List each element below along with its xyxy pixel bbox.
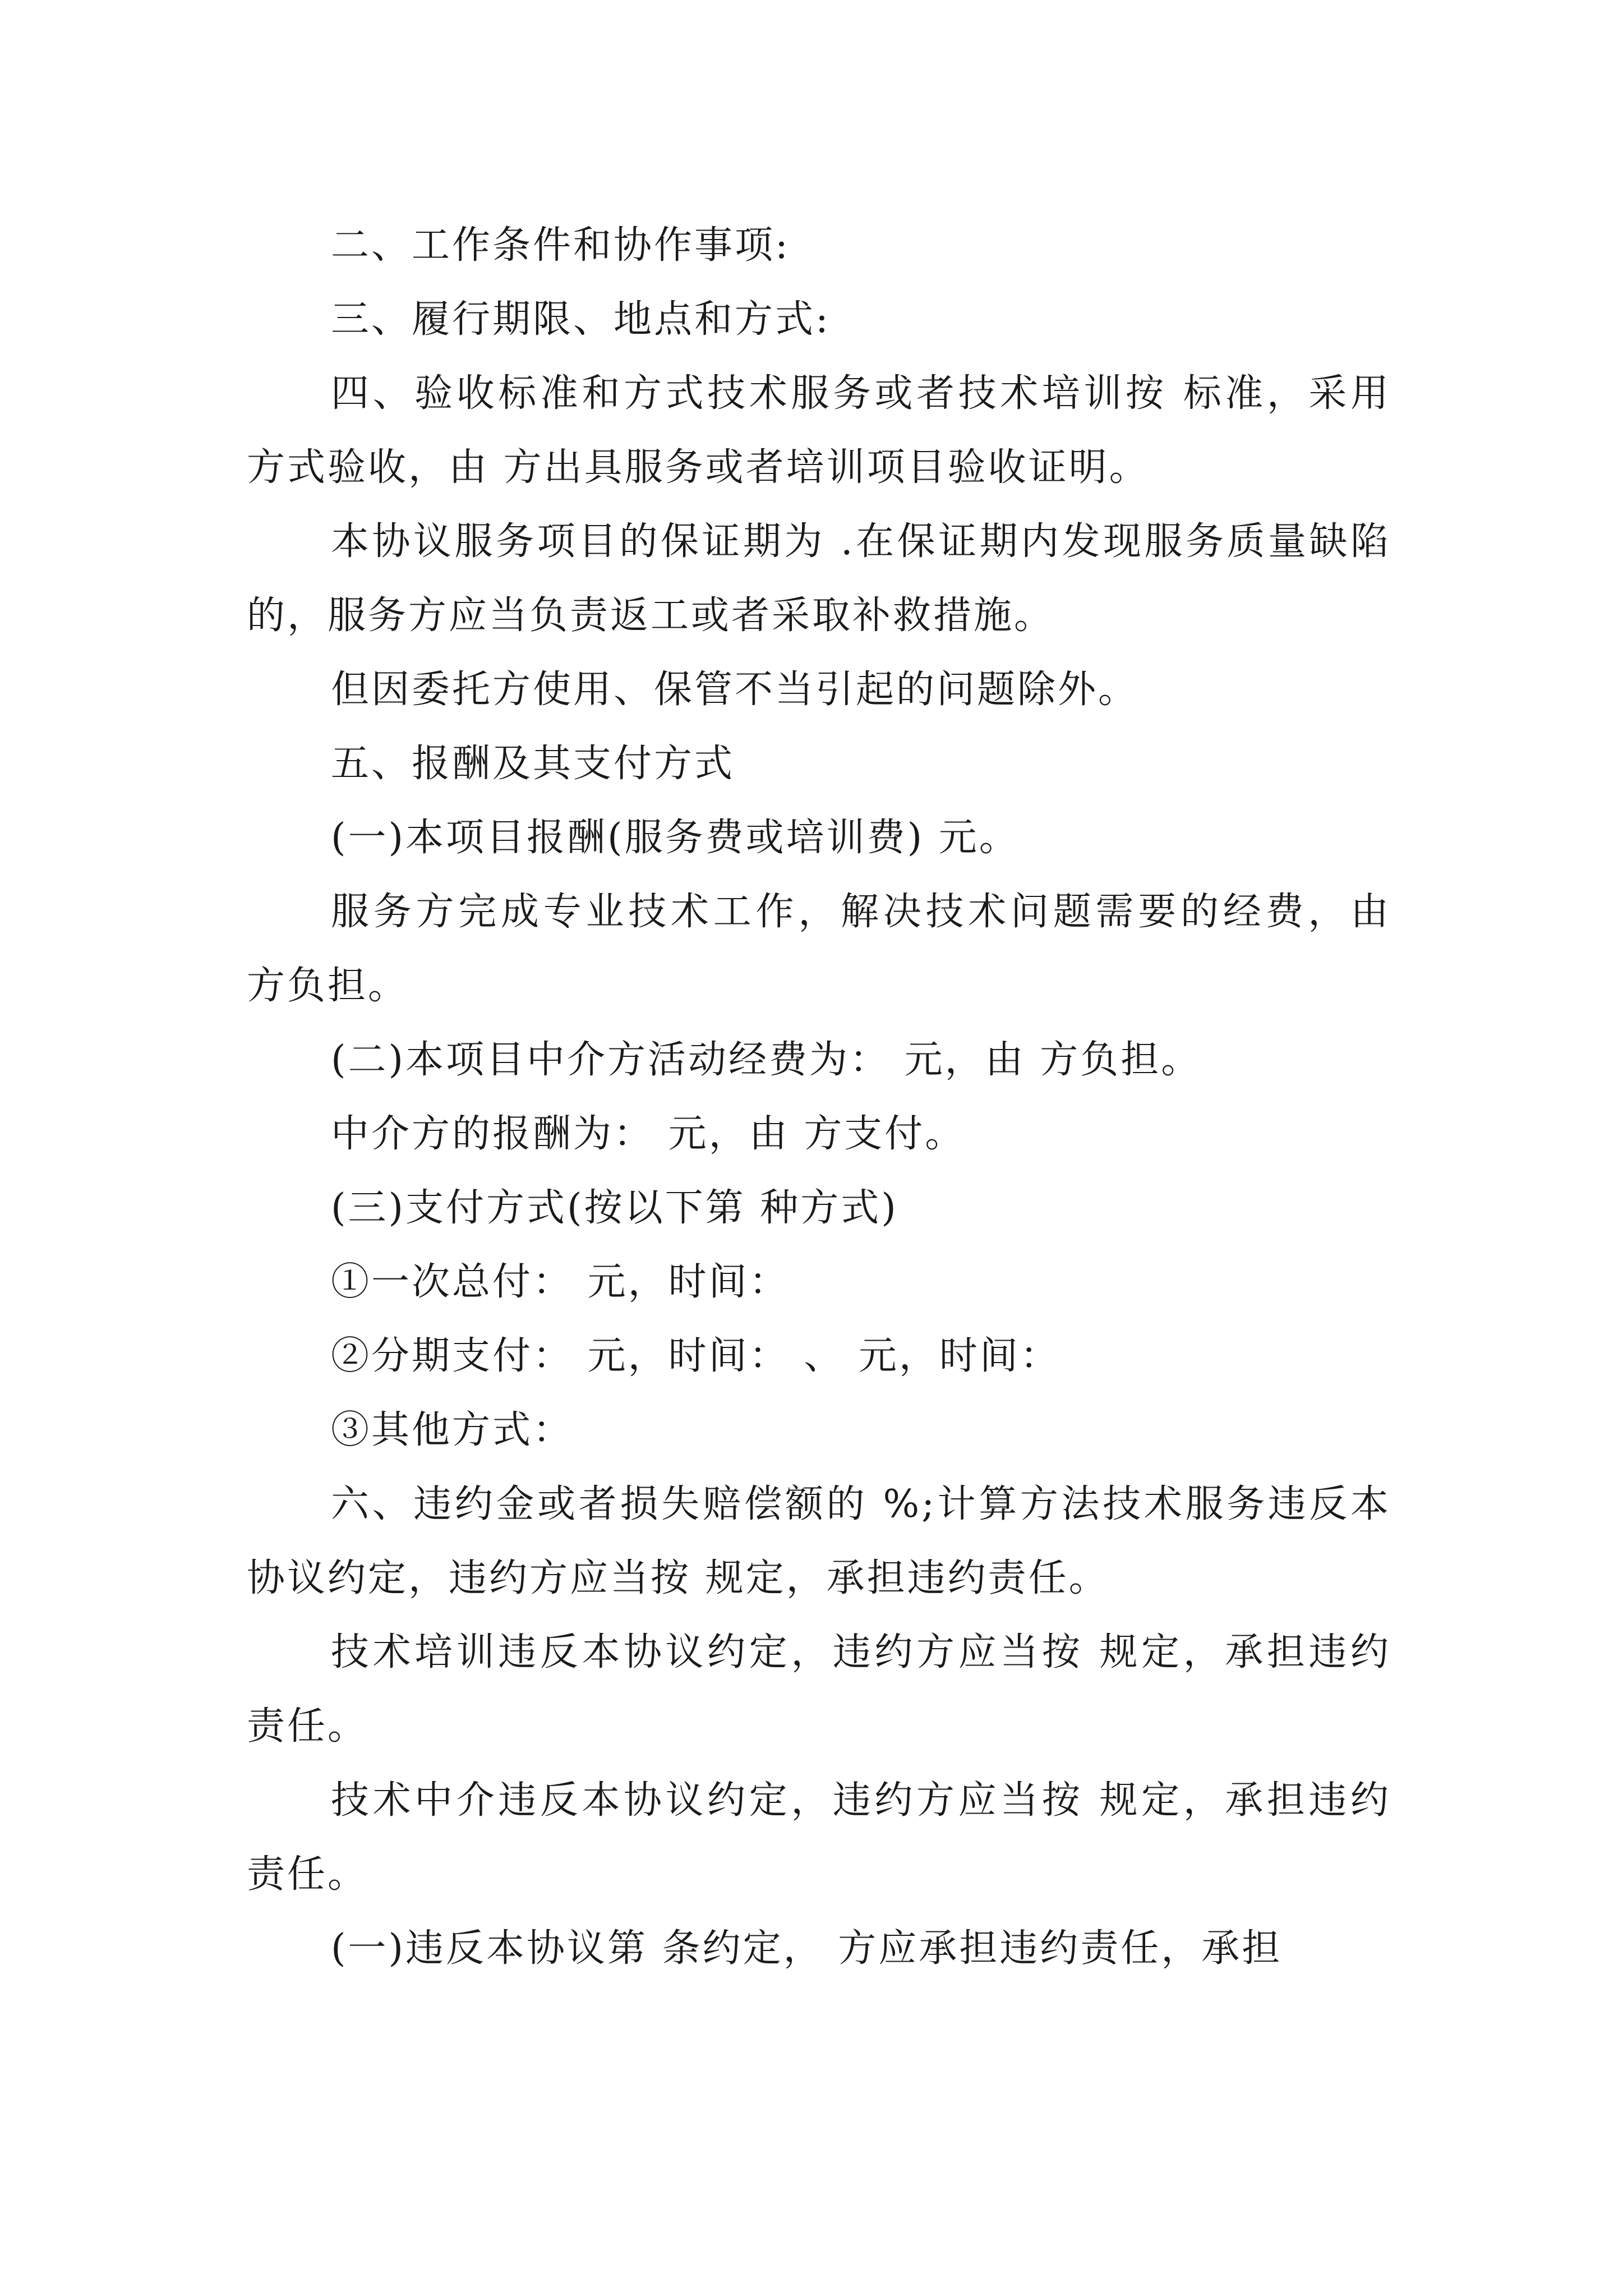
paragraph-warranty: 本协议服务项目的保证期为 .在保证期内发现服务质量缺陷的，服务方应当负责返工或者采取补救措施。 [247, 519, 1391, 638]
list-item-lump-sum: ①一次总付： 元，时间： [331, 1260, 790, 1304]
section-heading-payment: 五、报酬及其支付方式 [331, 742, 735, 786]
paragraph-breach-clause: (一)违反本协议第 条约定， 方应承担违约责任，承担 [331, 1926, 1283, 1971]
paragraph-acceptance: 四、验收标准和方式技术服务或者技术培训按 标准，采用 方式验收，由 方出具服务或者培训项目验收证明。 [247, 371, 1391, 490]
paragraph-training-breach: 技术培训违反本协议约定，违约方应当按 规定，承担违约责任。 [247, 1630, 1391, 1749]
document-body [247, 209, 1391, 1986]
paragraph-fee: (一)本项目报酬(服务费或培训费) 元。 [331, 816, 1020, 860]
paragraph-penalty: 六、违约金或者损失赔偿额的 %;计算方法技术服务违反本协议约定，违约方应当按 规定，承担违约责任。 [247, 1482, 1391, 1600]
paragraph-expense: 服务方完成专业技术工作，解决技术问题需要的经费，由 方负担。 [247, 890, 1391, 1008]
section-heading-performance-term: 三、履行期限、地点和方式: [331, 297, 831, 342]
paragraph-intermediary-breach: 技术中介违反本协议约定，违约方应当按 规定，承担违约责任。 [247, 1778, 1391, 1897]
paragraph-intermediary-fee: 中介方的报酬为： 元，由 方支付。 [331, 1112, 966, 1156]
section-heading-work-conditions: 二、工作条件和协作事项: [331, 223, 790, 268]
list-item-installments: ②分期支付： 元，时间： 、 元，时间： [331, 1334, 1061, 1378]
list-item-other-method: ③其他方式： [331, 1408, 574, 1452]
paragraph-intermediary-expense: (二)本项目中介方活动经费为： 元，由 方负担。 [331, 1038, 1202, 1082]
paragraph-exception: 但因委托方使用、保管不当引起的问题除外。 [331, 668, 1139, 712]
paragraph-payment-method: (三)支付方式(按以下第 种方式) [331, 1186, 898, 1230]
